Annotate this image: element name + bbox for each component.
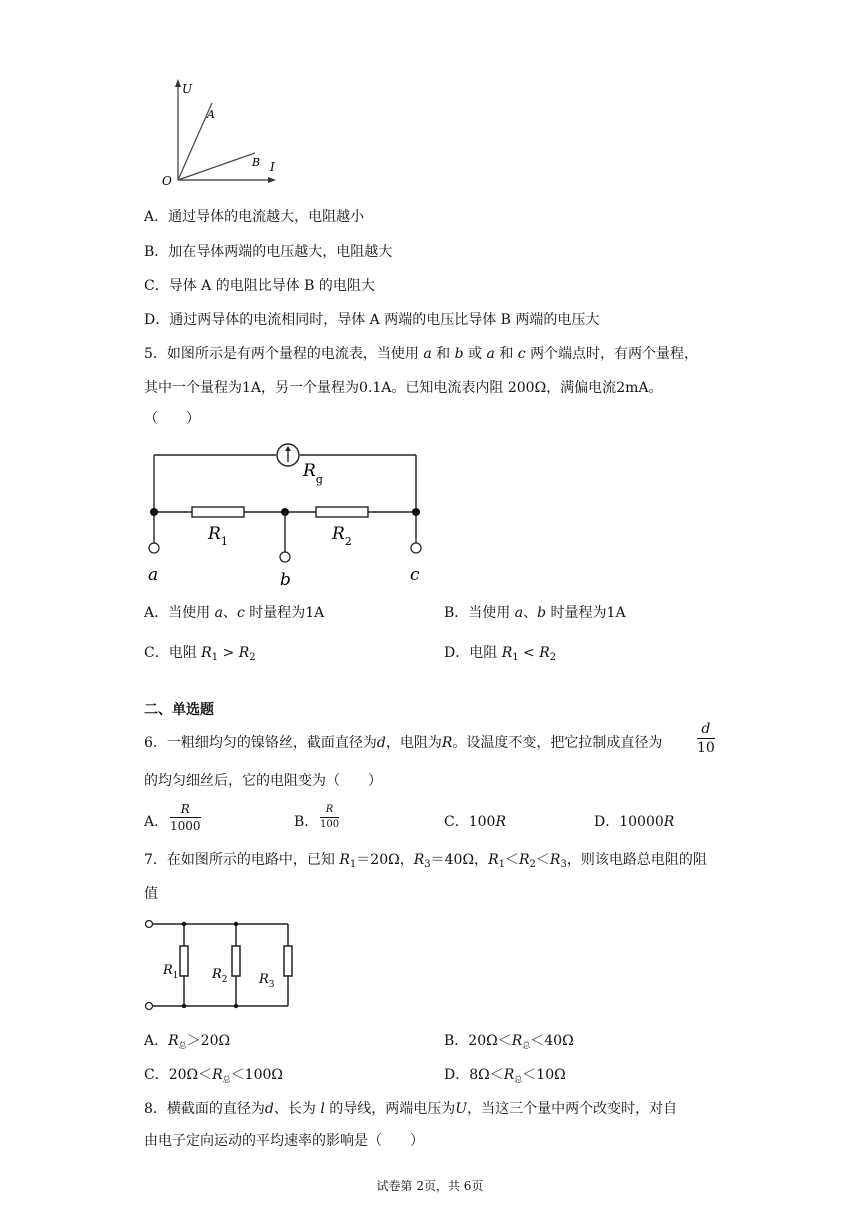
label-a: a — [148, 565, 159, 585]
label-b: b — [280, 570, 291, 590]
terminal-b — [280, 552, 290, 562]
resistor-r1 — [192, 507, 244, 517]
ammeter-circuit — [140, 440, 440, 590]
svg-text:R2: $R_2$ — [332, 524, 352, 548]
q6-option-c: C．100R — [444, 814, 506, 830]
q5-option-d: D．电阻 $R_1 < R_2$ — [444, 645, 557, 663]
q7-option-b: B．$20\Omega<R_总<40\Omega$ — [444, 1033, 574, 1050]
resistor-r2 — [232, 946, 240, 976]
terminal-c — [411, 543, 421, 553]
resistor-r2 — [316, 507, 368, 517]
q6-option-d: D．10000R — [594, 814, 675, 830]
section-heading: 二、单选题 — [144, 702, 214, 718]
svg-text:R1: $R_1$ — [208, 524, 228, 548]
q7-stem-line2: 值 — [144, 886, 158, 902]
q5-option-b: B．当使用 a、b 时量程为1A — [444, 605, 626, 621]
q8-stem-line1: 8．横截面的直径为d、长为 l 的导线，两端电压为U，当这三个量中两个改变时，对自 — [144, 1101, 678, 1117]
line-b — [178, 153, 255, 180]
q4-option-a: A．通过导体的电流越大，电阻越小 — [144, 209, 365, 225]
resistor-r3 — [284, 946, 292, 976]
parallel-circuit — [140, 915, 310, 1017]
origin-label: O — [162, 174, 172, 188]
q5-stem-line2: 其中一个量程为1A，另一个量程为0.1A。已知电流表内阻 200Ω，满偏电流2mA。 — [144, 380, 663, 396]
q7-stem-line1: 7．在如图所示的电路中，已知 $R_1=20\Omega$，$R_3=40\Omega$，$R_1<R_2<R_3$，则该电路总电阻的阻 — [144, 852, 707, 870]
label-c: c — [410, 565, 420, 585]
svg-text:R1: $R_1$ — [163, 963, 179, 981]
q4-option-c: C．导体 A 的电阻比导体 B 的电阻大 — [144, 278, 375, 294]
svg-text:R3: $R_3$ — [259, 972, 275, 990]
q6-option-b-frac: $\frac{R}{100}$ — [320, 804, 340, 830]
q7-option-c: C．$20\Omega<R_总<100\Omega$ — [144, 1067, 284, 1084]
u-axis-label: U — [182, 82, 193, 96]
q6-option-b-label: B． — [294, 814, 319, 830]
q8-stem-line2: 由电子定向运动的平均速率的影响是（ ） — [144, 1133, 424, 1149]
q7-option-a: A．$R_总>20\Omega$ — [144, 1033, 231, 1050]
q5-stem-line1: 5．如图所示是有两个量程的电流表，当使用 a 和 b 或 a 和 c 两个端点时，有两个量程， — [144, 346, 699, 362]
i-axis-label: I — [270, 160, 275, 174]
q7-option-d: D．$8\Omega<R_总<10\Omega$ — [444, 1067, 566, 1084]
svg-text:Rg: $R_g$ — [303, 461, 323, 486]
line-b-label: B — [252, 156, 261, 169]
terminal-a — [149, 543, 159, 553]
q5-bracket: （ ） — [144, 411, 200, 427]
line-a-label: A — [207, 108, 215, 121]
q5-option-c: C．电阻 $R_1 > R_2$ — [144, 645, 256, 663]
resistor-r1 — [180, 946, 188, 976]
q6-option-a-label: A． — [144, 814, 169, 830]
q4-option-d: D．通过两导体的电流相同时，导体 A 两端的电压比导体 B 两端的电压大 — [144, 312, 600, 328]
q4-option-b: B．加在导体两端的电压越大，电阻越大 — [144, 244, 393, 260]
q5-option-a: A．当使用 a、c 时量程为1A — [144, 605, 325, 621]
q6-option-a-frac: $\frac{R}{1000}$ — [170, 802, 201, 833]
u-i-graph — [150, 75, 290, 190]
q6-fraction: $\frac{d}{10}$ — [697, 721, 715, 756]
page-footer: 试卷第 2页，共 6页 — [376, 1179, 484, 1193]
svg-text:R2: $R_2$ — [212, 967, 228, 985]
q6-stem-line1: 6．一粗细均匀的镍铬丝，截面直径为d，电阻为R。设温度不变，把它拉制成直径为 — [144, 735, 663, 751]
q6-stem-line2: 的均匀细丝后，它的电阻变为（ ） — [144, 773, 382, 789]
